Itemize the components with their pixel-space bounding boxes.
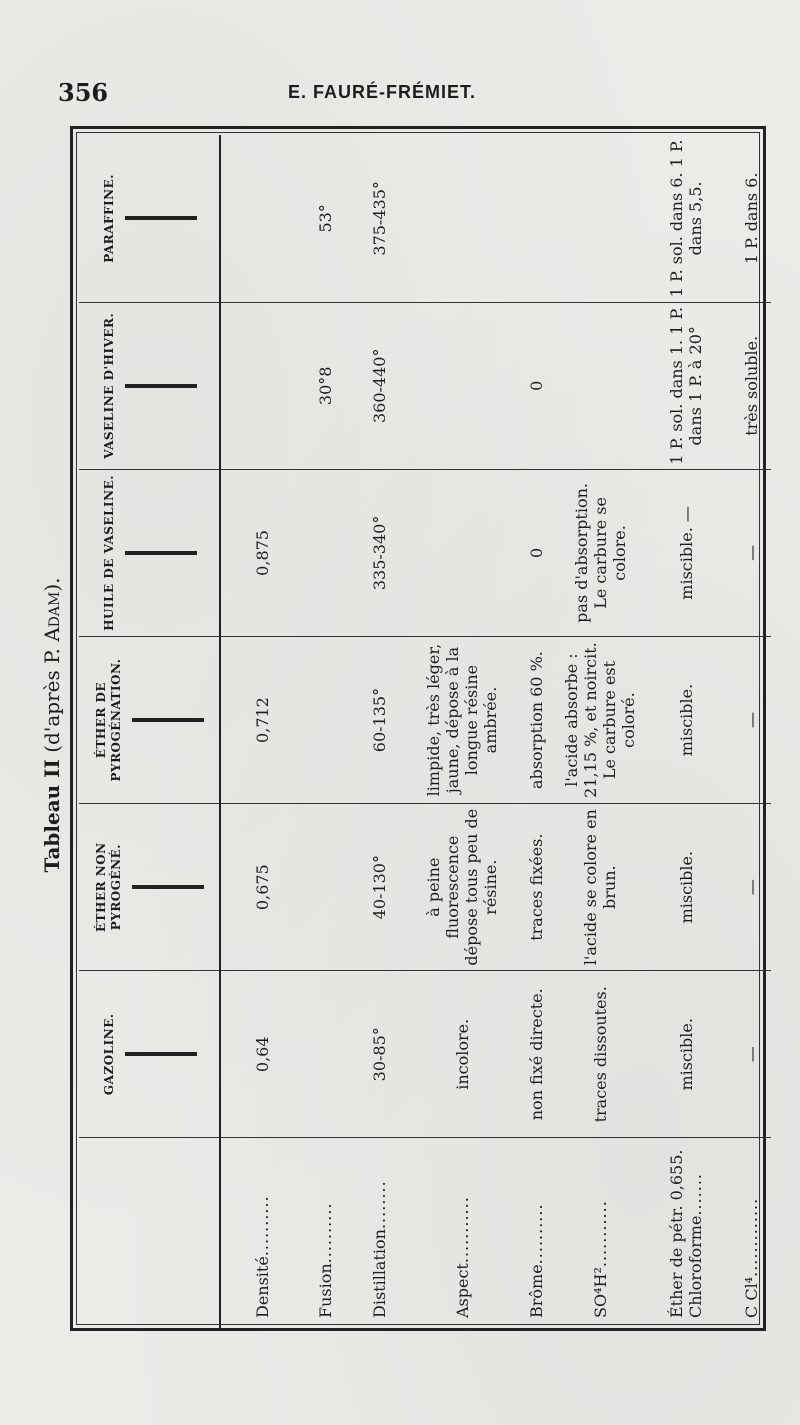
leader-dots: ....... (686, 1172, 705, 1216)
table-cell (220, 135, 303, 302)
header-divider (125, 384, 197, 388)
table-header-row (79, 135, 220, 1328)
leader-dots: .......... (315, 1202, 335, 1264)
table-cell (559, 135, 641, 302)
row-label (411, 1138, 513, 1328)
header-gazoline (79, 971, 220, 1138)
table-cell: miscible. (641, 636, 731, 803)
table-row (303, 135, 347, 1328)
header-paraffine (79, 135, 220, 302)
caption-attribution: (d'après P. (40, 641, 64, 760)
table-row (513, 135, 559, 1328)
row-label (513, 1138, 559, 1328)
table-cell (411, 135, 513, 302)
table-cell: l'acide absorbe : 21,15 %, et noircit. Le carbure est coloré. (559, 636, 641, 803)
table-cell: traces fixées. (513, 804, 559, 971)
table-cell: 0 (513, 469, 559, 636)
leader-dots: .......... (252, 1195, 272, 1257)
table-cell: pas d'absorption. Le carbure se colore. (559, 469, 641, 636)
table-cell: 30-85° (347, 971, 411, 1138)
caption-end: ). (40, 577, 64, 592)
leader-dots: .......... (526, 1203, 546, 1265)
header-divider (125, 216, 197, 220)
table-cell (559, 302, 641, 469)
header-divider (125, 1052, 197, 1056)
data-table-frame (70, 126, 766, 1331)
table-row (731, 135, 771, 1328)
caption-author: Adam (40, 591, 64, 642)
table-cell: 30°8 (303, 302, 347, 469)
table-cell (303, 636, 347, 803)
table-cell: 40-130° (347, 804, 411, 971)
header-label: ÉTHER DE PYROGÉNATION. (94, 658, 123, 782)
table-cell: 53° (303, 135, 347, 302)
row-label-text: Fusion (315, 1263, 335, 1318)
row-label (731, 1138, 771, 1328)
table-cell (303, 469, 347, 636)
row-label-text: Aspect (452, 1263, 472, 1318)
table-cell: non fixé directe. (513, 971, 559, 1138)
table-row (347, 135, 411, 1328)
table-cell: miscible. (641, 971, 731, 1138)
table-cell: traces dissoutes. (559, 971, 641, 1138)
header-divider (132, 885, 204, 889)
leader-dots: ............. (741, 1197, 761, 1277)
table-cell: 0,712 (220, 636, 303, 803)
table-cell (411, 469, 513, 636)
row-label (220, 1138, 303, 1328)
table-cell: — (731, 971, 771, 1138)
table-cell (303, 804, 347, 971)
header-divider (132, 718, 204, 722)
table-cell: 335-340° (347, 469, 411, 636)
header-label: ÉTHER NON PYROGÉNÉ. (94, 842, 123, 932)
header-vaseline-hiver (79, 302, 220, 469)
row-label (559, 1138, 641, 1328)
table-cell: miscible. (641, 804, 731, 971)
table-cell: 360-440° (347, 302, 411, 469)
header-ether-pyrogenation (79, 636, 220, 803)
table-cell (411, 302, 513, 469)
header-divider (125, 551, 197, 555)
table-cell: — (731, 804, 771, 971)
table-cell: limpide, très léger, jaune, dépose à la longue résine ambrée. (411, 636, 513, 803)
leader-dots: ........ (369, 1180, 389, 1230)
table-cell: 0,875 (220, 469, 303, 636)
table-cell: 1 P. sol. dans 6. 1 P. dans 5,5. (641, 135, 731, 302)
table-cell (303, 971, 347, 1138)
row-label (303, 1138, 347, 1328)
running-head: E. FAURÉ-FRÉMIET. (288, 82, 477, 102)
page-number: 356 (58, 78, 109, 107)
table-cell: l'acide se colore en brun. (559, 804, 641, 971)
header-label: PARAFFINE. (101, 174, 116, 263)
header-empty (79, 1138, 220, 1328)
table-cell: très soluble. (731, 302, 771, 469)
properties-table (79, 135, 771, 1328)
table-cell: absorption 60 %. (513, 636, 559, 803)
table-cell: 375-435° (347, 135, 411, 302)
table-cell: incolore. (411, 971, 513, 1138)
header-ether-non-pyrogene (79, 804, 220, 971)
header-huile-vaseline (79, 469, 220, 636)
row-label-text: C Cl⁴ (741, 1276, 761, 1318)
table-cell: à peine fluorescence dépose tous peu de résine. (411, 804, 513, 971)
table-cell: miscible. — (641, 469, 731, 636)
header-label: GAZOLINE. (101, 1013, 116, 1096)
row-label (347, 1138, 411, 1328)
rotated-table-wrapper (79, 129, 769, 1328)
row-label-text: Densité (252, 1256, 272, 1318)
row-label-text: Distillation (369, 1229, 389, 1318)
table-cell: — (731, 469, 771, 636)
row-label-text: Éther de pétr. 0,655. Chloroforme (667, 1149, 705, 1318)
caption-title: Tableau II (40, 759, 64, 873)
table-cell (220, 302, 303, 469)
table-cell: 60-135° (347, 636, 411, 803)
row-label-text: Brôme (526, 1264, 546, 1318)
leader-dots: ........... (590, 1200, 610, 1268)
table-row (641, 135, 731, 1328)
table-row (220, 135, 303, 1328)
table-cell: 0,675 (220, 804, 303, 971)
table-caption (32, 560, 72, 890)
header-label: HUILE DE VASELINE. (101, 475, 116, 631)
header-label: VASELINE D'HIVER. (101, 312, 116, 459)
row-label (641, 1138, 731, 1328)
table-cell: 0 (513, 302, 559, 469)
row-label-text: SO⁴H² (590, 1267, 610, 1318)
table-cell (513, 135, 559, 302)
table-row (559, 135, 641, 1328)
table-cell: 1 P. sol. dans 1. 1 P. dans 1 P. à 20° (641, 302, 731, 469)
leader-dots: ........... (452, 1196, 472, 1264)
table-row (411, 135, 513, 1328)
table-cell: — (731, 636, 771, 803)
table-cell: 0,64 (220, 971, 303, 1138)
table-cell: 1 P. dans 6. (731, 135, 771, 302)
